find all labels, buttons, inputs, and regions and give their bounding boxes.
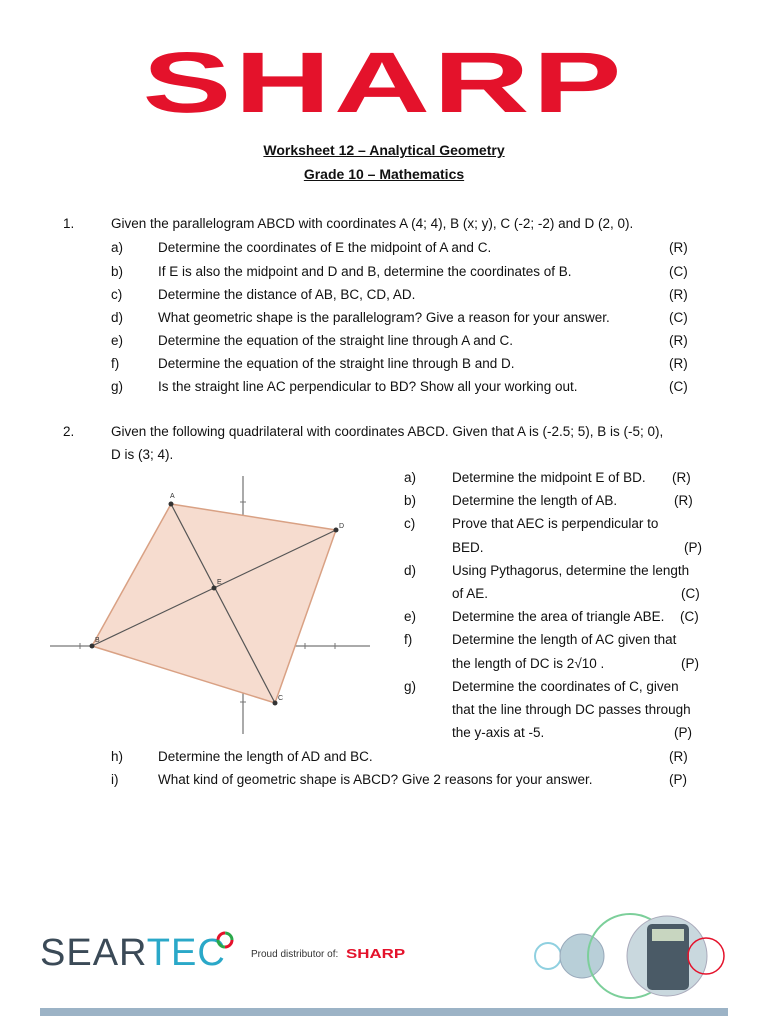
label-a: A <box>170 493 175 500</box>
q2-part-line: the y-axis at -5. <box>452 725 545 741</box>
point-a <box>169 502 174 507</box>
label-b: B <box>95 637 100 644</box>
logo-text: SHARP <box>142 35 626 131</box>
q2-part-line: Determine the area of triangle ABE. <box>452 609 665 625</box>
q1-part-mark: (C) <box>669 264 688 279</box>
q1-part-label: a) <box>111 240 124 255</box>
q1-part-label: c) <box>111 287 123 302</box>
q2-part-line: Determine the length of AB. <box>452 493 618 509</box>
q2-part-label: a) <box>404 470 417 485</box>
q2-part-mark: (C) <box>681 586 700 601</box>
q2-part-label: g) <box>404 678 417 694</box>
q2-part-mark: (P) <box>674 725 692 741</box>
q2-intro-line1: Given the following quadrilateral with coordinates ABCD. Given that A is (-2.5; 5), B is (-5; 0), <box>111 424 664 439</box>
q1-part-mark: (R) <box>669 333 688 348</box>
q2-part-line: Using Pythagorus, determine the length <box>452 562 690 578</box>
seartec-mark-icon <box>215 930 235 950</box>
q1-part-label: b) <box>111 264 124 279</box>
point-d <box>334 528 339 533</box>
q2-bottom-text: Determine the length of AD and BC. <box>158 749 373 764</box>
q2-part-mark: (C) <box>680 609 699 625</box>
q2-bottom-label: i) <box>111 772 119 787</box>
label-c: C <box>278 695 284 702</box>
q1-part-text: If E is also the midpoint and D and B, determine the coordinates of B. <box>158 264 572 279</box>
q1-number: 1. <box>63 216 75 231</box>
point-e <box>212 586 217 591</box>
q1-part-mark: (R) <box>669 240 688 255</box>
q2-part-line: the length of DC is 2√10 . <box>452 655 605 671</box>
q2-bottom-mark: (R) <box>669 749 688 764</box>
q1-part-text: Determine the distance of AB, BC, CD, AD. <box>158 287 416 302</box>
brand-part2: TEC <box>146 932 226 974</box>
q2-part-mark: (R) <box>674 493 693 509</box>
q2-part-mark: (P) <box>684 539 702 555</box>
label-e: E <box>217 579 222 586</box>
q1-part-text: What geometric shape is the parallelogram? Give a reason for your answer. <box>158 310 610 325</box>
q1-part-text: Determine the coordinates of E the midpoint of A and C. <box>158 240 492 255</box>
q1-part-mark: (C) <box>669 310 688 325</box>
q1-part-label: g) <box>111 379 124 394</box>
point-c <box>273 701 278 706</box>
q2-part-line: Prove that AEC is perpendicular to <box>452 516 659 532</box>
worksheet-title: Worksheet 12 – Analytical Geometry <box>263 142 505 158</box>
sharp-logo <box>0 35 768 131</box>
q2-part-line: BED. <box>452 539 484 555</box>
q2-part-line: Determine the coordinates of C, given <box>452 678 679 694</box>
q1-part-label: f) <box>111 356 120 371</box>
q1-part-text: Is the straight line AC perpendicular to BD? Show all your working out. <box>158 379 578 394</box>
seartec-logo <box>40 932 226 975</box>
quadrilateral-abcd <box>92 504 336 703</box>
q2-bottom-label: h) <box>111 749 124 764</box>
label-d: D <box>339 523 345 530</box>
q1-intro: Given the parallelogram ABCD with coordinates A (4; 4), B (x; y), C (-2; -2) and D (2, 0). <box>111 216 634 231</box>
worksheet-subtitle: Grade 10 – Mathematics <box>303 166 465 182</box>
q2-part-label: b) <box>404 493 417 509</box>
q2-part-line: Determine the length of AC given that <box>452 632 677 648</box>
brand-part1: SEAR <box>40 932 147 974</box>
q1-part-mark: (C) <box>669 379 688 394</box>
q2-part-mark: (P) <box>681 655 699 671</box>
q2-part-line: of AE. <box>452 586 489 601</box>
q1-part-label: d) <box>111 310 124 325</box>
q1-part-label: e) <box>111 333 124 348</box>
q1-part-mark: (R) <box>669 287 688 302</box>
q2-part-label: d) <box>404 562 417 578</box>
point-b <box>90 644 95 649</box>
circles-calculator-graphic <box>530 912 730 1002</box>
footer-line <box>40 1008 728 1016</box>
q2-bottom-mark: (P) <box>669 772 687 787</box>
q2-part-line: that the line through DC passes through <box>452 702 691 717</box>
q2-number: 2. <box>63 424 75 439</box>
q2-part-line: Determine the midpoint E of BD. <box>452 470 646 485</box>
q1-part-text: Determine the equation of the straight line through A and C. <box>158 333 513 348</box>
q2-intro-line2: D is (3; 4). <box>111 447 174 462</box>
q2-bottom-text: What kind of geometric shape is ABCD? Give 2 reasons for your answer. <box>158 772 593 787</box>
q2-part-label: f) <box>404 632 413 648</box>
proud-distributor-text: Proud distributor of: <box>251 949 339 960</box>
quadrilateral-figure <box>50 472 370 742</box>
q1-part-mark: (R) <box>669 356 688 371</box>
q2-part-label: c) <box>404 516 416 532</box>
q1-part-text: Determine the equation of the straight line through B and D. <box>158 356 515 371</box>
q2-part-label: e) <box>404 609 417 625</box>
q2-part-mark: (R) <box>672 470 691 485</box>
circle-blue <box>535 943 561 969</box>
proud-distributor-brand: SHARP <box>346 946 406 961</box>
circle-photo <box>560 934 604 978</box>
